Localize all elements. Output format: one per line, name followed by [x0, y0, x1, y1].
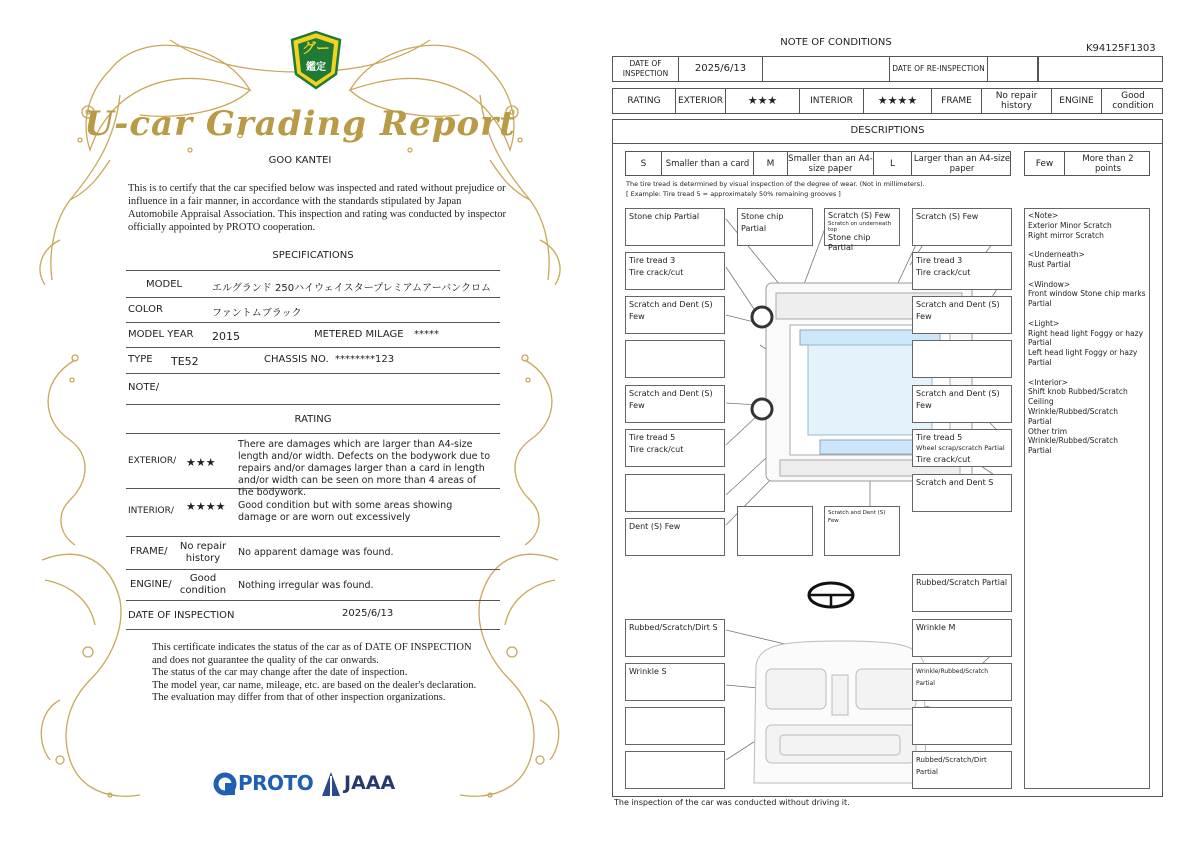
- size-legend: [625, 151, 1011, 176]
- note-box-left-front-door: [625, 296, 725, 334]
- color-row: [126, 297, 500, 323]
- model-value: エルグランド 250ハイウェイスタープレミアムアーバンクロム: [212, 283, 491, 294]
- interior-description: Good condition but with some areas showing damage or are worn out excessively: [238, 500, 453, 523]
- note-text: Tire crack/cut: [916, 268, 971, 277]
- note-box-left-empty-1: [625, 340, 725, 378]
- note-line: <Note>: [1028, 211, 1059, 220]
- note-text: Rubbed/Scratch Partial: [916, 578, 1008, 587]
- model-year-row: [126, 323, 500, 348]
- interior-label: INTERIOR/: [128, 506, 174, 516]
- note-text: Tire tread 5: [916, 433, 963, 442]
- rating-label: RATING: [613, 89, 676, 113]
- note-box-rear-center-left: [737, 506, 813, 556]
- tire-note-2: [ Example: Tire tread 5 = approximately 50% remaining grooves ]: [626, 190, 841, 198]
- note-text: Wrinkle M: [916, 623, 956, 632]
- model-year-label: MODEL YEAR: [128, 329, 194, 340]
- note-line: Exterior Minor Scratch: [1028, 220, 1112, 230]
- note-line: Right head light Foggy or hazy: [1028, 328, 1144, 338]
- type-row: [126, 348, 500, 374]
- note-line: [1028, 270, 1146, 280]
- date-of-inspection-value: 2025/6/13: [679, 57, 763, 81]
- note-line: [1028, 309, 1146, 319]
- note-text: Tire crack/cut: [916, 455, 971, 464]
- note-box-left-rear-door: [625, 385, 725, 423]
- note-line: Partial: [1028, 338, 1052, 348]
- interior-stars: ★★★★: [186, 500, 226, 513]
- note-box-right-empty-1: [912, 340, 1012, 378]
- note-text: Scratch and Dent (S) Few: [629, 389, 713, 410]
- disclaimer-line: The evaluation may differ from that of other inspection organizations.: [152, 692, 446, 703]
- note-line: Left head light Foggy or hazy: [1028, 348, 1138, 358]
- type-label: TYPE: [128, 354, 153, 365]
- note-box-tire-rear-right: [912, 429, 1012, 467]
- note-line: Partial: [1028, 357, 1052, 367]
- jaaa-logo-text: JAAA: [344, 772, 396, 794]
- note-text: Wrinkle/Rubbed/Scratch Partial: [916, 668, 988, 687]
- exterior-label: EXTERIOR: [676, 89, 726, 113]
- note-box-interior-left-empty-1: [625, 707, 725, 745]
- certificate-disclaimer: [152, 642, 482, 705]
- note-line: <Underneath>: [1028, 250, 1085, 260]
- legend-l-text: Larger than an A4-size paper: [913, 153, 1011, 174]
- note-box-rear-center: [824, 506, 900, 556]
- note-line: <Light>: [1028, 318, 1060, 328]
- note-box-interior-ceiling: [912, 619, 1012, 657]
- metered-milage-value: *****: [414, 329, 439, 340]
- note-box-front-left: [625, 208, 725, 246]
- conditions-footer: The inspection of the car was conducted without driving it.: [614, 798, 850, 807]
- note-text: Rubbed/Scratch/Dirt Partial: [916, 756, 987, 776]
- frame-value: No repair history: [982, 89, 1052, 113]
- exterior-rating-row: [126, 433, 500, 498]
- legend-s: S: [626, 152, 662, 175]
- legend-m: M: [754, 152, 788, 175]
- certificate-title: U-car Grading Report: [84, 104, 516, 144]
- note-line: Partial: [1028, 416, 1052, 426]
- specifications-heading: SPECIFICATIONS: [272, 250, 354, 261]
- note-line: [1028, 368, 1146, 378]
- legend-few-text: More than 2 points: [1082, 153, 1134, 174]
- note-box-interior-rear-right: [912, 751, 1012, 789]
- reinspection-value-cell: [1038, 57, 1164, 81]
- proto-logo-text: PROTO: [238, 771, 314, 795]
- date-blank-cell: [763, 57, 890, 81]
- note-line: Ceiling: [1028, 397, 1054, 407]
- exterior-label: EXTERIOR/: [128, 456, 177, 466]
- badge-text-bottom: 鑑定: [306, 62, 326, 73]
- model-row: [126, 270, 500, 298]
- exterior-stars: ★★★: [186, 456, 216, 469]
- note-text: Stone chip Partial: [629, 212, 700, 221]
- note-box-right-front-door: [912, 296, 1012, 334]
- steering-wheel-icon: [809, 583, 853, 607]
- note-text: Scratch and Dent (S) Few: [916, 389, 1000, 410]
- note-line: Front window Stone chip marks: [1028, 289, 1146, 299]
- date-of-reinspection-label: DATE OF RE-INSPECTION: [890, 57, 988, 81]
- legend-l: L: [874, 152, 912, 175]
- note-label: NOTE/: [128, 382, 160, 393]
- chassis-label: CHASSIS NO.: [264, 354, 329, 365]
- note-text: Scratch and Dent (S) Few: [828, 510, 886, 524]
- frame-label: FRAME/: [130, 546, 168, 557]
- inspection-date-row: [126, 601, 500, 630]
- proto-logo-icon: [212, 771, 238, 797]
- reference-number: K94125F1303: [1086, 43, 1156, 54]
- note-of-conditions: [600, 0, 1200, 848]
- engine-value: Good condition: [179, 573, 227, 596]
- interior-stars: ★★★★: [864, 89, 932, 113]
- note-line: <Window>: [1028, 279, 1071, 289]
- conditions-rating-row: [612, 88, 1163, 114]
- note-box-interior-dash: [625, 619, 725, 657]
- note-box-rear-left: [625, 518, 725, 556]
- legend-few: Few: [1025, 152, 1065, 175]
- disclaimer-line: This certificate indicates the status of the car as of DATE OF INSPECTION and does not guarantee the quality of the car onwards.: [152, 642, 472, 666]
- note-box-interior-left-empty-2: [625, 751, 725, 789]
- metered-milage-label: METERED MILAGE: [314, 329, 404, 340]
- conditions-title: NOTE OF CONDITIONS: [780, 37, 892, 48]
- note-text: Tire crack/cut: [629, 445, 684, 454]
- note-row: [126, 374, 500, 405]
- note-text: Scratch (S) Few: [828, 211, 891, 220]
- note-text: Scratch and Dent (S) Few: [916, 300, 1000, 321]
- note-box-interior-seat: [625, 663, 725, 701]
- engine-label: ENGINE: [1052, 89, 1102, 113]
- note-box-roof: [824, 208, 900, 252]
- color-value: ファントムブラック: [212, 308, 302, 319]
- engine-description: Nothing irregular was found.: [238, 580, 374, 591]
- jaaa-logo-icon: [320, 770, 342, 798]
- interior-rating-row: [126, 488, 500, 537]
- engine-value: Good condition: [1112, 91, 1154, 111]
- note-line: Other trim: [1028, 426, 1068, 436]
- rating-heading: RATING: [294, 414, 332, 425]
- descriptions-heading: DESCRIPTIONS: [612, 119, 1163, 144]
- note-line: Right mirror Scratch: [1028, 230, 1104, 240]
- engine-row: [126, 570, 500, 601]
- disclaimer-line: The model year, car name, mileage, etc. are based on the dealer's declaration.: [152, 679, 477, 691]
- inspection-dates-row: [612, 56, 1163, 82]
- note-box-tire-front-right: [912, 252, 1012, 290]
- note-text: Scratch and Dent (S) Few: [629, 300, 713, 321]
- note-box-steering: [912, 574, 1012, 612]
- note-text: Tire tread 5: [629, 433, 676, 442]
- type-value: TE52: [171, 355, 199, 368]
- model-label: MODEL: [146, 279, 183, 290]
- badge-text-top: グー: [302, 41, 330, 57]
- model-year-value: 2015: [212, 330, 240, 343]
- disclaimer-line: The status of the car may change after the date of inspection.: [152, 667, 408, 678]
- color-label: COLOR: [128, 304, 163, 315]
- note-text: Stone chip Partial: [828, 233, 871, 252]
- tire-note-1: The tire tread is determined by visual inspection of the degree of wear. (Not in millimeters).: [626, 180, 925, 188]
- note-box-right-rear-door: [912, 385, 1012, 423]
- note-line: Shift knob Rubbed/Scratch: [1028, 387, 1128, 397]
- note-text: Wheel scrap/scratch Partial: [916, 444, 1005, 452]
- inspection-date-value: 2025/6/13: [342, 608, 394, 619]
- note-text: Dent (S) Few: [629, 522, 681, 531]
- exterior-description: There are damages which are larger than A4-size length and/or width. Defects on the bodywork due to repairs and/or damages larger than a card in length and/or width can be seen on more than 4 areas of the bodywork.: [238, 439, 491, 498]
- note-box-tire-front-left: [625, 252, 725, 290]
- note-box-interior-trim: [912, 663, 1012, 701]
- note-text: Scratch on underneath top: [828, 221, 892, 233]
- note-text: Tire tread 3: [916, 256, 963, 265]
- note-line: Partial: [1028, 446, 1052, 456]
- note-line: <Interior>: [1028, 377, 1068, 387]
- note-line: Wrinkle/Rubbed/Scratch: [1028, 406, 1118, 416]
- note-box-left-empty-2: [625, 474, 725, 512]
- note-box-rear-right: [912, 474, 1012, 512]
- note-box-interior-right-empty: [912, 707, 1012, 745]
- note-line: Partial: [1028, 299, 1052, 309]
- interior-label: INTERIOR: [800, 89, 864, 113]
- note-line: Rust Partial: [1028, 259, 1071, 269]
- note-box-tire-rear-left: [625, 429, 725, 467]
- engine-label: ENGINE/: [130, 579, 172, 590]
- note-text: Stone chip Partial: [741, 212, 784, 233]
- note-line: [1028, 240, 1146, 250]
- reinspection-blank-cell: [988, 57, 1038, 81]
- note-text: Scratch (S) Few: [916, 212, 979, 221]
- chassis-value: ********123: [335, 354, 395, 365]
- note-box-front-right: [912, 208, 1012, 246]
- legend-s-text: Smaller than a card: [662, 152, 754, 175]
- note-box-front-center: [737, 208, 813, 246]
- frame-row: [126, 537, 500, 570]
- certificate-intro: This is to certify that the car specified below was inspected and rated without prejudice or influence in a fair manner, in accordance with the standards stipulated by Japan Automobile Appraisal Association. This inspection and rating was conducted by inspector officially appointed by PROTO cooperation.: [128, 183, 507, 233]
- inspection-date-label: DATE OF INSPECTION: [128, 610, 235, 621]
- certificate-subtitle: GOO KANTEI: [268, 155, 332, 166]
- note-text: Tire crack/cut: [629, 268, 684, 277]
- note-text: Rubbed/Scratch/Dirt S: [629, 623, 718, 632]
- exterior-stars: ★★★: [726, 89, 800, 113]
- note-line: Wrinkle/Rubbed/Scratch: [1028, 436, 1118, 446]
- note-text: Tire tread 3: [629, 256, 676, 265]
- frame-description: No apparent damage was found.: [238, 547, 394, 558]
- few-legend: [1024, 151, 1150, 176]
- note-text: Scratch and Dent S: [916, 478, 994, 487]
- date-of-inspection-label: DATE OF INSPECTION: [613, 57, 679, 81]
- frame-value: No repair history: [179, 541, 227, 564]
- notes-list: [1024, 208, 1150, 789]
- note-text: Wrinkle S: [629, 667, 667, 676]
- legend-m-text: Smaller than an A4-size paper: [788, 153, 873, 174]
- frame-label: FRAME: [932, 89, 982, 113]
